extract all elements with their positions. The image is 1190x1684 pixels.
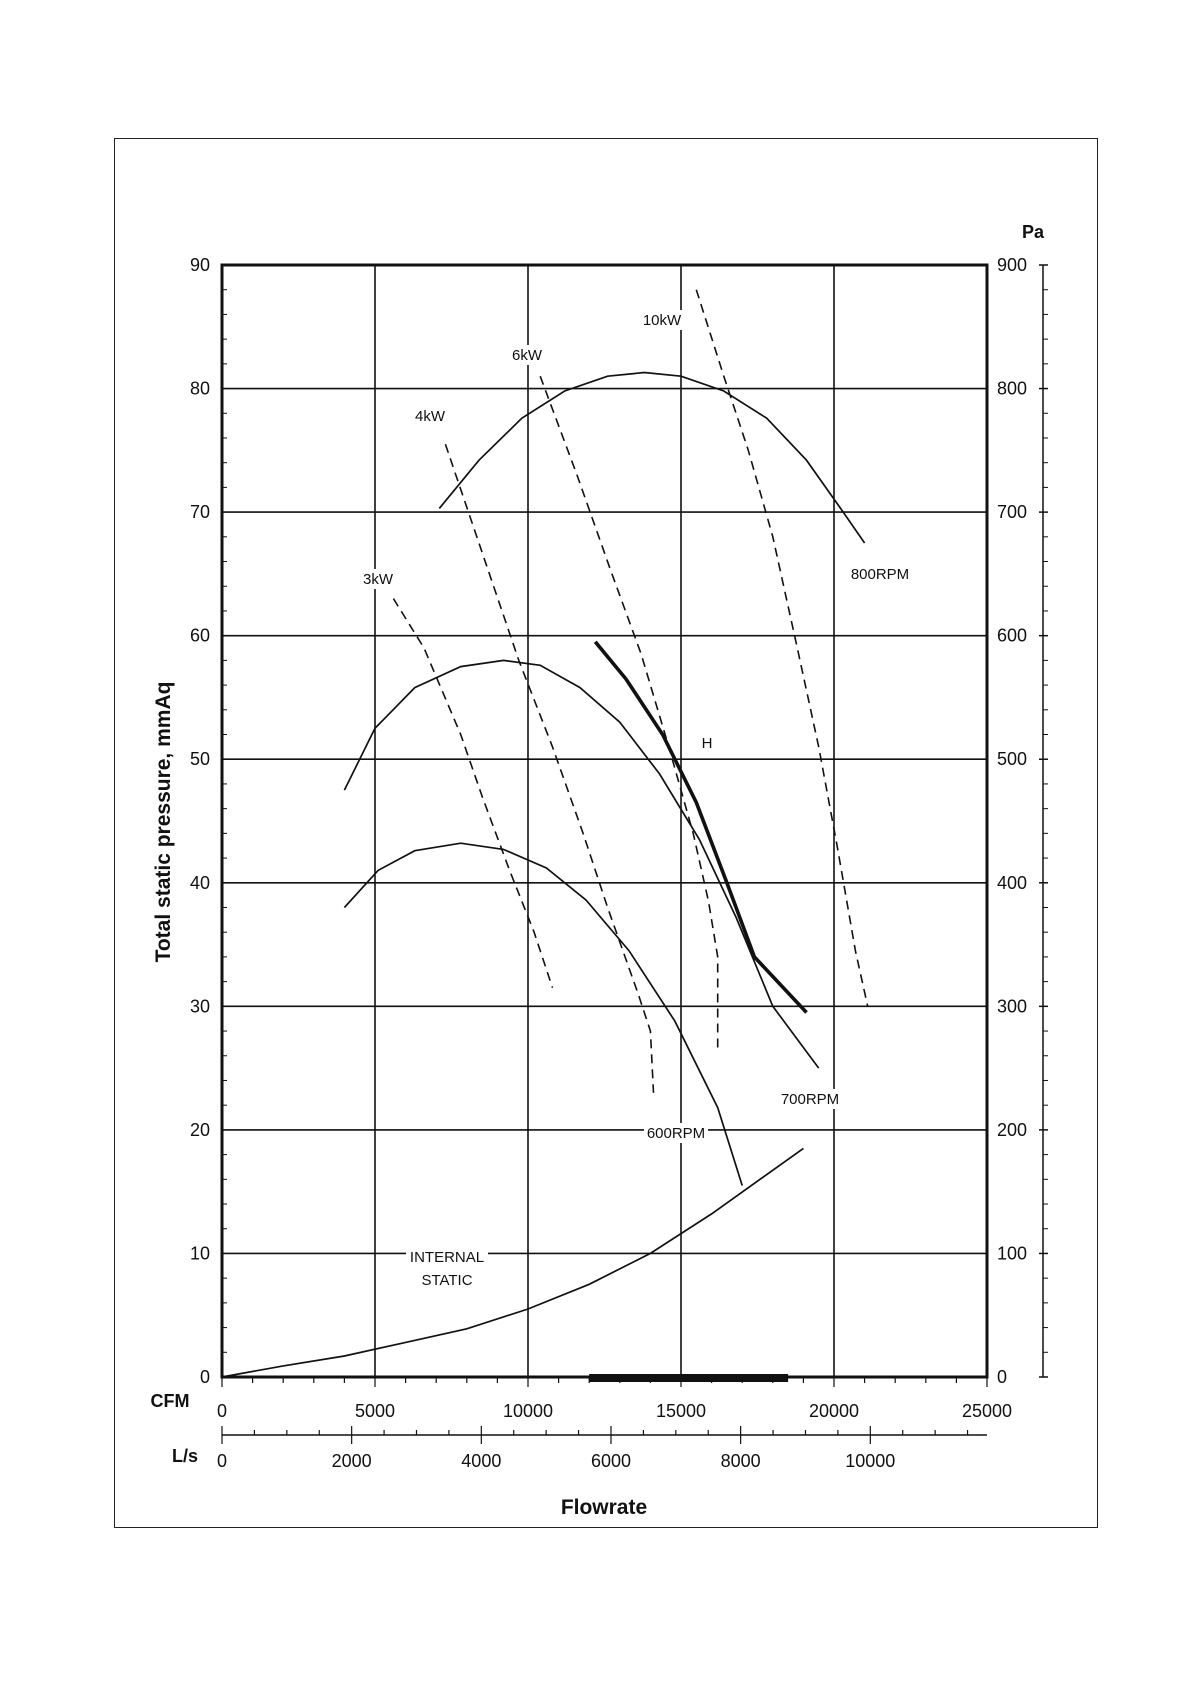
label-static: STATIC — [421, 1272, 473, 1289]
y-tick-label-pa: 400 — [997, 872, 1028, 893]
plot-border — [222, 265, 987, 1377]
labels — [151, 222, 1045, 1519]
label-700rpm: 700RPM — [780, 1091, 840, 1108]
y-tick-label-pa: 500 — [997, 749, 1028, 770]
y-tick-label-pa: 100 — [997, 1243, 1028, 1264]
label-800rpm: 800RPM — [850, 566, 910, 583]
y-tick-label-pa: 800 — [997, 378, 1028, 399]
cfm-tick-label: 15000 — [655, 1401, 707, 1421]
y-axis-title: Total static pressure, mmAq — [152, 681, 175, 963]
y-tick-label-pa: 200 — [997, 1119, 1028, 1140]
y-tick-label-pa: 700 — [997, 502, 1028, 523]
label-600rpm: 600RPM — [646, 1125, 706, 1142]
power-line-4kw — [445, 444, 653, 1093]
ls-tick-label: 10000 — [845, 1451, 896, 1471]
ls-tick-label: 4000 — [461, 1451, 502, 1471]
y-tick-label: 50 — [189, 749, 210, 770]
bottom-range-bar — [589, 1374, 788, 1382]
y-tick-label: 0 — [199, 1367, 210, 1387]
y-tick-label: 90 — [189, 255, 210, 275]
right-unit-label: Pa — [1021, 222, 1045, 242]
y-tick-label-pa: 600 — [997, 625, 1028, 646]
y-tick-label-pa: 0 — [997, 1367, 1008, 1387]
label-3kw: 3kW — [363, 571, 393, 588]
internal-static-curve — [222, 1148, 803, 1377]
cfm-tick-label: 10000 — [502, 1401, 554, 1421]
label-internal: INTERNAL — [409, 1249, 485, 1266]
label-h: H — [701, 735, 713, 752]
y-tick-label: 70 — [189, 502, 210, 523]
power-line-6kw — [540, 376, 718, 1049]
cfm-unit-label: CFM — [150, 1391, 190, 1411]
ls-tick-label: 8000 — [720, 1451, 761, 1471]
label-10kw: 10kW — [642, 312, 682, 329]
y-tick-label: 40 — [189, 872, 210, 893]
y-tick-label: 30 — [189, 996, 210, 1017]
y-tick-label: 80 — [189, 378, 210, 399]
ls-unit-label: L/s — [171, 1446, 199, 1466]
curves — [222, 290, 868, 1377]
ls-tick-label: 2000 — [331, 1451, 372, 1471]
cfm-tick-label: 25000 — [961, 1401, 1013, 1421]
y-tick-label-pa: 300 — [997, 996, 1028, 1017]
y-tick-label-pa: 900 — [997, 255, 1028, 275]
y-tick-label: 20 — [189, 1119, 210, 1140]
power-line-10kw — [696, 290, 867, 1007]
rpm-curve-800rpm — [439, 373, 864, 544]
y-tick-label: 10 — [189, 1243, 210, 1264]
label-6kw: 6kW — [512, 347, 542, 364]
grid — [222, 265, 987, 1377]
axes — [222, 265, 1048, 1444]
cfm-tick-label: 20000 — [808, 1401, 860, 1421]
x-axis-title: Flowrate — [560, 1496, 648, 1519]
h-operating-line — [595, 642, 806, 1013]
cfm-tick-label: 0 — [216, 1401, 228, 1421]
y-tick-label: 60 — [189, 625, 210, 646]
cfm-tick-label: 5000 — [354, 1401, 396, 1421]
ls-tick-label: 6000 — [590, 1451, 632, 1471]
ls-tick-label: 0 — [216, 1451, 228, 1471]
label-4kw: 4kW — [415, 408, 445, 425]
